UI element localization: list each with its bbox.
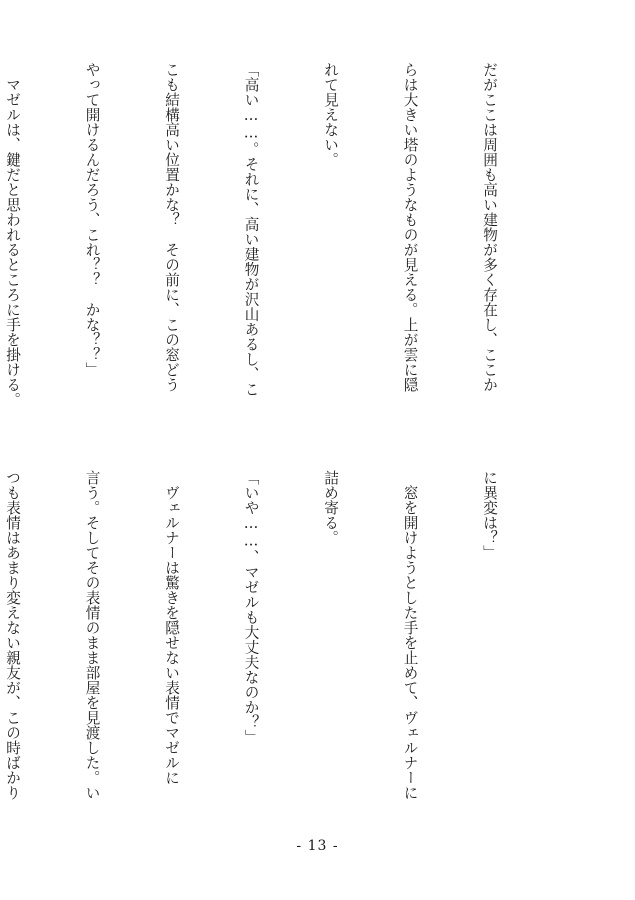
page-number: - 13 - <box>296 838 339 854</box>
text-column: 窓を開けようとした手を止めて、ヴェルナーに <box>401 470 419 800</box>
text-column: 言う。そしてその表情のまま部屋を見渡した。い <box>83 470 101 800</box>
text-column: こも結構高い位置かな？ その前に、この窓どう <box>163 62 180 392</box>
text-column: やって開けるんだろう、これ？？ かな？？」 <box>83 62 101 377</box>
upper-text-block <box>4 62 555 452</box>
text-column: に異変は？」 <box>481 470 498 560</box>
text-column: ヴェルナーは驚きを隠せない表情でマゼルに <box>163 470 180 785</box>
text-column: だがここは周囲も高い建物が多く存在し、ここか <box>481 62 498 392</box>
text-column: マゼルは、鍵だと思われるところに手を掛ける。 <box>4 62 21 407</box>
text-column: 「高い……。それに、高い建物が沢山あるし、こ <box>242 62 260 397</box>
text-column: れて見えない。 <box>322 62 339 167</box>
text-column: 詰め寄る。 <box>322 470 339 545</box>
text-column: らは大きい塔のようなものが見える。上が雲に隠 <box>401 62 419 392</box>
lower-text-block <box>4 470 555 860</box>
text-column: 「いや……、マゼルも大丈夫なのか？」 <box>242 470 260 745</box>
text-column: つも表情はあまり変えない親友が、この時ばかり <box>4 470 21 800</box>
